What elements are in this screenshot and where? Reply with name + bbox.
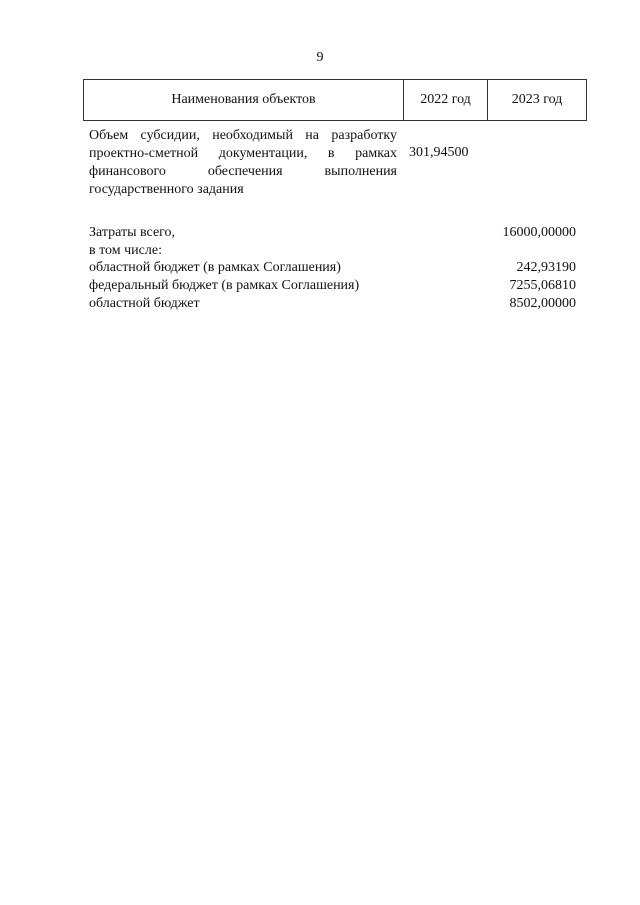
subsidy-line-2: проектно-сметной документации, в рамках xyxy=(89,146,397,161)
subsidy-line-4: государственного задания xyxy=(89,182,244,197)
subsidy-line-1: Объем субсидии, необходимый на разработку xyxy=(89,128,397,143)
totals-value-federal-agreement: 7255,06810 xyxy=(509,278,576,293)
subsidy-line-3: финансового обеспечения выполнения xyxy=(89,164,397,179)
totals-label-including: в том числе: xyxy=(89,243,162,258)
totals-label-all: Затраты всего, xyxy=(89,225,176,240)
subsidy-description xyxy=(89,127,397,199)
totals-labels xyxy=(89,224,359,313)
totals-label-regional: областной бюджет xyxy=(89,296,200,311)
totals-label-regional-agreement: областной бюджет (в рамках Соглашения) xyxy=(89,260,341,275)
totals-values xyxy=(470,224,576,313)
header-col-2022: 2022 год xyxy=(404,80,488,121)
totals-value-including xyxy=(470,242,576,259)
totals-value-regional: 8502,00000 xyxy=(509,296,576,311)
totals-label-federal-agreement: федеральный бюджет (в рамках Соглашения) xyxy=(89,278,360,293)
totals-value-all: 16000,00000 xyxy=(502,225,576,240)
header-col-2023: 2023 год xyxy=(488,80,587,121)
subsidy-value-2022: 301,94500 xyxy=(409,145,469,160)
table-header xyxy=(83,79,587,121)
header-col-name: Наименования объектов xyxy=(84,80,404,121)
page-number: 9 xyxy=(316,50,324,65)
totals-value-regional-agreement: 242,93190 xyxy=(516,260,576,275)
